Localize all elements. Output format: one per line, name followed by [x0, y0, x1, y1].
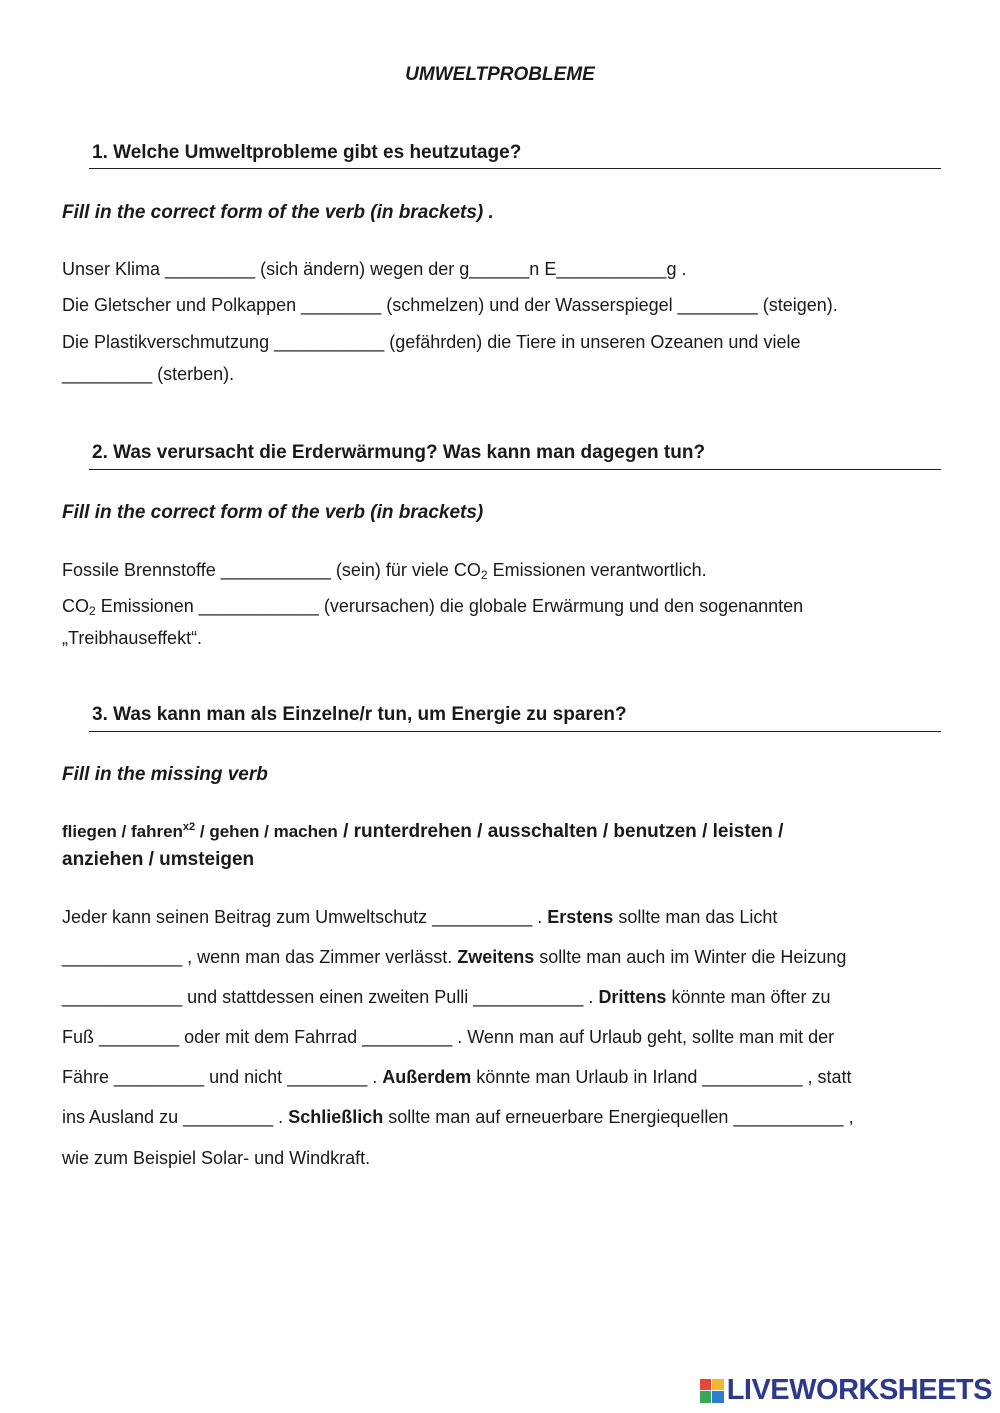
logo-square: [712, 1391, 724, 1403]
text: Emissionen verantwortlich.: [487, 560, 707, 580]
text: / runterdrehen / ausschalten / benutzen / leisten /: [337, 821, 784, 842]
section-3-instruction: Fill in the missing verb: [62, 764, 268, 785]
section-2-divider: [89, 469, 941, 470]
text: ____________ , wenn man das Zimmer verlässt.: [62, 947, 458, 967]
bold-word: Erstens: [547, 907, 614, 927]
word-bank-line-2: anziehen / umsteigen: [62, 849, 255, 870]
paragraph-line-2: [62, 947, 846, 968]
text: könnte man öfter zu: [666, 987, 831, 1007]
section-2-heading: 2. Was verursacht die Erderwärmung? Was kann man dagegen tun?: [92, 442, 706, 463]
section-3-divider: [89, 731, 941, 732]
text: Fähre _________ und nicht ________ .: [62, 1067, 383, 1087]
section-1-instruction: Fill in the correct form of the verb (in brackets) .: [62, 202, 494, 223]
word-bank-line-1: [62, 821, 783, 843]
paragraph-line-5: [62, 1067, 852, 1088]
logo-mark-icon: [700, 1379, 724, 1403]
section-1-line-2: Die Gletscher und Polkappen ________ (schmelzen) und der Wasserspiegel ________ (steigen).: [62, 295, 838, 315]
text: sollte man auf erneuerbare Energiequellen ___________ ,: [383, 1107, 854, 1127]
paragraph-line-1: [62, 907, 777, 928]
section-2-line-3: „Treibhauseffekt“.: [62, 628, 203, 648]
section-1-line-3: Die Plastikverschmutzung ___________ (gefährden) die Tiere in unseren Ozeanen und viele: [62, 332, 801, 352]
page-title: UMWELTPROBLEME: [405, 64, 595, 85]
paragraph-line-3: [62, 987, 831, 1008]
section-1-heading: 1. Welche Umweltprobleme gibt es heutzutage?: [92, 142, 522, 163]
text: / gehen / machen: [195, 822, 338, 841]
text: fliegen / fahren: [62, 822, 183, 841]
paragraph-line-6: [62, 1107, 854, 1128]
paragraph-line-4: Fuß ________ oder mit dem Fahrrad _________ . Wenn man auf Urlaub geht, sollte man mit der: [62, 1027, 835, 1047]
text: sollte man auch im Winter die Heizung: [534, 947, 847, 967]
text: ____________ und stattdessen einen zweiten Pulli ___________ .: [62, 987, 599, 1007]
text: Jeder kann seinen Beitrag zum Umweltschutz __________ .: [62, 907, 548, 927]
logo-square: [700, 1391, 712, 1403]
section-2-line-1: [62, 560, 707, 582]
text: könnte man Urlaub in Irland __________ , statt: [471, 1067, 852, 1087]
text: Emissionen ____________ (verursachen) die globale Erwärmung und den sogenannten: [95, 596, 804, 616]
section-1-divider: [89, 168, 941, 169]
subscript: 2: [480, 568, 488, 582]
text: sollte man das Licht: [613, 907, 778, 927]
bold-word: Zweitens: [457, 947, 535, 967]
section-1-line-1: Unser Klima _________ (sich ändern) wegen der g______n E___________g .: [62, 259, 687, 279]
superscript: x2: [182, 821, 196, 833]
logo-text: LIVEWORKSHEETS: [726, 1374, 992, 1406]
logo-square: [700, 1379, 712, 1391]
text: Fossile Brennstoffe ___________ (sein) für viele CO: [62, 560, 481, 580]
bold-word: Außerdem: [382, 1067, 472, 1087]
section-2-line-2: [62, 596, 803, 618]
text: ins Ausland zu _________ .: [62, 1107, 289, 1127]
logo-square: [712, 1379, 724, 1391]
subscript: 2: [89, 604, 96, 618]
paragraph-line-7: wie zum Beispiel Solar- und Windkraft.: [62, 1148, 371, 1168]
liveworksheets-logo: [700, 1374, 992, 1407]
section-3-heading: 3. Was kann man als Einzelne/r tun, um Energie zu sparen?: [92, 704, 627, 725]
text: CO: [62, 596, 89, 616]
bold-word: Schließlich: [288, 1107, 384, 1127]
section-1-line-4: _________ (sterben).: [62, 364, 235, 384]
section-2-instruction: Fill in the correct form of the verb (in brackets): [62, 502, 484, 523]
bold-word: Drittens: [598, 987, 667, 1007]
